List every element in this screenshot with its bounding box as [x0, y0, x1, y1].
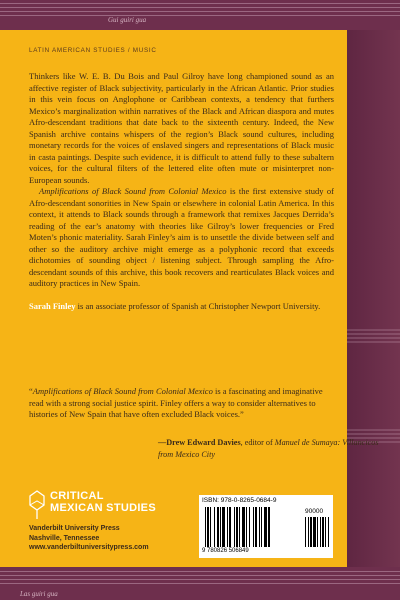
music-lyric-top: Gui guiri gua: [108, 16, 147, 24]
author-name: Sarah Finley: [29, 300, 76, 311]
music-staff-top: [0, 0, 400, 18]
description-paragraph-1: Thinkers like W. E. B. Du Bois and Paul Gilroy have long championed sound as an affective register of Black subjectivity, particularly in the African Atlantic. Prior studies in this vein focus on Anglophone or Caribbean contexts, a tendency that furthers Mexico’s marginalization within narratives of the Black and African diaspora and mutes Afro-descendant traditions that date back to the sixteenth century. Indeed, the New Spanish archive contains whispers of the region’s Black sound cultures, including monetary records for the voices of enslaved singers and representations of Black music in casta paintings. Despite such evidence, it is difficult to attend fully to these subaltern voices, for the cultural filters of the lettered elite often mute or misinterpret non-European sounds.: [29, 71, 334, 185]
isbn-barcode: [199, 495, 333, 558]
book-description: [29, 71, 334, 312]
series-name: CRITICAL MEXICAN STUDIES: [50, 490, 156, 514]
book-title-italic: Amplifications of Black Sound from Colonial Mexico: [39, 186, 227, 196]
endorsement-quote: “Amplifications of Black Sound from Colonial Mexico is a fascinating and imaginative read with a strong social justice spirit. Finley offers a way to consider alternatives to histories of New Spain that have often excluded Black voices.”: [29, 386, 323, 419]
barcode-digits: 9 780826 506849: [202, 548, 249, 554]
description-paragraph-2: Amplifications of Black Sound from Colonial Mexico is the first extensive study of Afro-descendant sonorities in New Spain or elsewhere in colonial Latin America. In this context, it attends to Black sounds through a framework that remixes Jacques Derrida’s reading of the ear’s anatomy with theories like Gilroy’s lower frequencies or Fred Moten’s phonic materiality. Sarah Finley’s aim is to unsettle the divide between self and other so the auditory archive might emerge as a polyphonic record that exceeds dichotomies of sounding object / listening subject. Through sampling the Afro-descendant sounds of this archive, this book recovers and rearticulates Black voices and auditory practices in New Spain.: [29, 186, 334, 288]
publisher-info: Vanderbilt University Press Nashville, Tennessee www.vanderbiltuniversitypress.com: [29, 525, 149, 552]
price-code: 90000: [305, 508, 324, 515]
author-bio: Sarah Finley is an associate professor of Spanish at Christopher Newport University.: [29, 300, 321, 311]
endorsement-attribution: —Drew Edward Davies, editor of Manuel de Sumaya: Villancicos from Mexico City: [158, 438, 379, 459]
music-lyric-bottom: Las guiri gua: [20, 590, 58, 598]
series-logo-icon: [29, 490, 45, 520]
music-score-decoration: [347, 30, 400, 567]
book-category: LATIN AMERICAN STUDIES / MUSIC: [29, 47, 157, 54]
right-fold: [347, 30, 400, 567]
isbn-label: ISBN: 978-0-8265-0684-9: [202, 497, 277, 504]
music-staff-bottom: [0, 569, 400, 587]
